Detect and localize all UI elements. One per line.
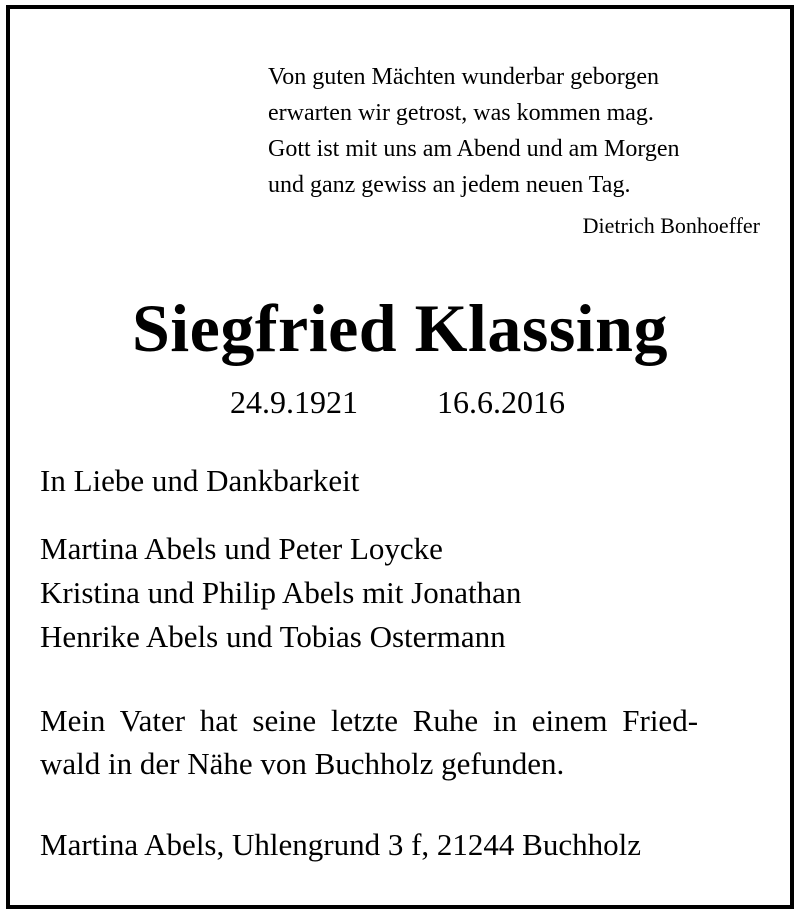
birth-date: 24.9.1921 bbox=[230, 384, 358, 420]
poem-line: und ganz gewiss an jedem neuen Tag. bbox=[268, 172, 631, 198]
mourner-entry: Martina Abels und Peter Loycke bbox=[40, 531, 443, 566]
burial-notice-line-2: wald in der Nähe von Buchholz gefunden. bbox=[40, 746, 565, 781]
mourners-list bbox=[40, 527, 521, 659]
poem-line: Gott ist mit uns am Abend und am Morgen bbox=[268, 136, 680, 162]
poem-quote bbox=[268, 59, 680, 203]
contact-address: Martina Abels, Uhlengrund 3 f, 21244 Buchholz bbox=[40, 827, 641, 862]
poem-line: erwarten wir getrost, was kommen mag. bbox=[268, 100, 654, 126]
death-date: 16.6.2016 bbox=[437, 384, 565, 420]
deceased-name: Siegfried Klassing bbox=[131, 290, 669, 366]
burial-notice-line-1: Mein Vater hat seine letzte Ruhe in einem Fried- bbox=[40, 703, 699, 738]
obituary-notice bbox=[6, 5, 794, 909]
poem-line: Von guten Mächten wunderbar geborgen bbox=[268, 64, 660, 90]
mourner-entry: Henrike Abels und Tobias Ostermann bbox=[40, 619, 506, 654]
poem-author: Dietrich Bonhoeffer bbox=[582, 213, 760, 238]
mourner-entry: Kristina und Philip Abels mit Jonathan bbox=[40, 575, 522, 610]
dedication-line: In Liebe und Dankbarkeit bbox=[40, 463, 360, 498]
